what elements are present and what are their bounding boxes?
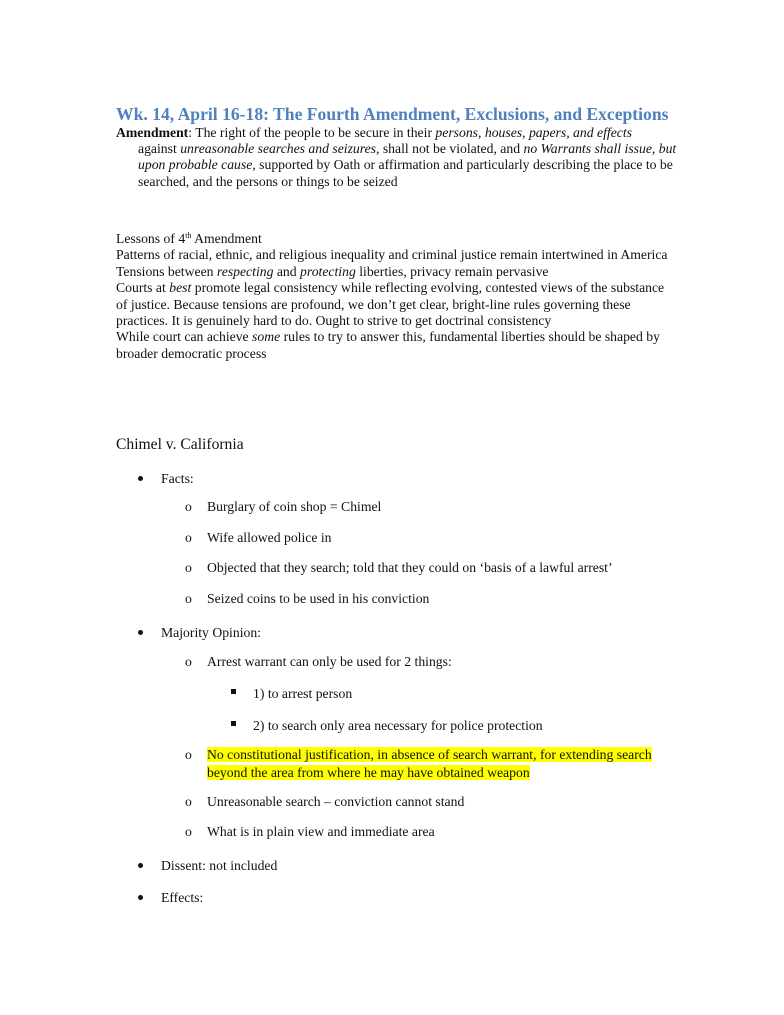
lesson-4-italic: some xyxy=(252,329,281,345)
lesson-paragraph-1: Patterns of racial, ethnic, and religious inequality and criminal justice remain intertwined in America xyxy=(116,247,668,263)
lesson-2-italic-1: respecting xyxy=(216,263,274,279)
majority-subitem: 1) to arrest person xyxy=(253,686,353,701)
lesson-3-pre: Courts at xyxy=(116,280,170,296)
lesson-paragraph-2 xyxy=(116,264,671,280)
facts-label: Facts: xyxy=(161,471,194,486)
lesson-3-italic: best xyxy=(169,280,192,296)
amendment-continuation xyxy=(138,141,678,190)
sub-bullet-icon: o xyxy=(185,591,192,606)
case-title: Chimel v. California xyxy=(116,436,244,453)
fact-item: Seized coins to be used in his conviction xyxy=(207,591,430,606)
highlighted-text: No constitutional justification, in absence of search warrant, for extending search beyond the area from where he may have obtained weapon xyxy=(207,747,652,780)
amendment-label: Amendment xyxy=(116,125,189,140)
lesson-3-post: promote legal consistency while reflecting evolving, contested views of the substance of justice. Because tensions are profound, we don’t get clear, bright-line rules governing these practices. It is genuinely hard to do. Ought to strive to get doctrinal consistency xyxy=(116,280,665,329)
amendment-text-1: : The right of the people to be secure in their xyxy=(188,125,436,140)
amendment-italic-3: no Warrants shall issue, but upon probable cause xyxy=(138,141,677,173)
majority-item: Arrest warrant can only be used for 2 things: xyxy=(207,654,452,669)
lessons-heading-pre: Lessons of 4 xyxy=(116,231,186,246)
lesson-4-post: rules to try to answer this, fundamental liberties should be shaped by broader democratic process xyxy=(116,329,660,361)
bullet-icon xyxy=(138,630,143,635)
amendment-text-4: , supported by Oath or affirmation and particularly describing the place to be searched, and the persons or things to be seized xyxy=(138,157,673,189)
amendment-italic-1: persons, houses, papers, and effects xyxy=(435,125,632,140)
lessons-section xyxy=(116,231,671,362)
square-bullet-icon xyxy=(231,721,236,726)
fact-item: Burglary of coin shop = Chimel xyxy=(207,499,382,514)
lesson-paragraph-4 xyxy=(116,329,671,362)
amendment-italic-2: unreasonable searches and seizures xyxy=(180,141,376,156)
lessons-heading-post: Amendment xyxy=(191,231,262,246)
lesson-2-italic-2: protecting xyxy=(300,263,356,279)
sub-bullet-icon: o xyxy=(185,530,192,545)
square-bullet-icon xyxy=(231,689,236,694)
lessons-heading-sup: th xyxy=(185,231,192,240)
dissent-item: Dissent: not included xyxy=(161,858,278,873)
sub-bullet-icon: o xyxy=(185,499,192,514)
amendment-text-3: , shall not be violated, and xyxy=(375,141,524,156)
fact-item: Wife allowed police in xyxy=(207,530,332,545)
sub-bullet-icon: o xyxy=(185,747,192,762)
fact-item: Objected that they search; told that they could on ‘basis of a lawful arrest’ xyxy=(207,560,613,575)
lessons-heading xyxy=(116,231,671,247)
lesson-4-pre: While court can achieve xyxy=(116,329,253,345)
majority-label: Majority Opinion: xyxy=(161,625,261,640)
lesson-2-mid: and xyxy=(273,263,301,279)
lesson-2-pre: Tensions between xyxy=(116,263,217,279)
majority-item: What is in plain view and immediate area xyxy=(207,824,435,839)
amendment-text-2: against xyxy=(138,141,181,156)
bullet-icon xyxy=(138,476,143,481)
majority-item: Unreasonable search – conviction cannot stand xyxy=(207,794,465,809)
sub-bullet-icon: o xyxy=(185,654,192,669)
sub-bullet-icon: o xyxy=(185,560,192,575)
amendment-line-1 xyxy=(116,125,632,141)
highlighted-item xyxy=(207,746,677,782)
sub-bullet-icon: o xyxy=(185,824,192,839)
lesson-2-post: liberties, privacy remain pervasive xyxy=(355,263,549,279)
page-title: Wk. 14, April 16-18: The Fourth Amendment, Exclusions, and Exceptions xyxy=(116,104,669,124)
sub-bullet-icon: o xyxy=(185,794,192,809)
bullet-icon xyxy=(138,863,143,868)
effects-item: Effects: xyxy=(161,890,204,905)
lesson-paragraph-3 xyxy=(116,280,671,329)
majority-subitem: 2) to search only area necessary for police protection xyxy=(253,718,543,733)
bullet-icon xyxy=(138,895,143,900)
